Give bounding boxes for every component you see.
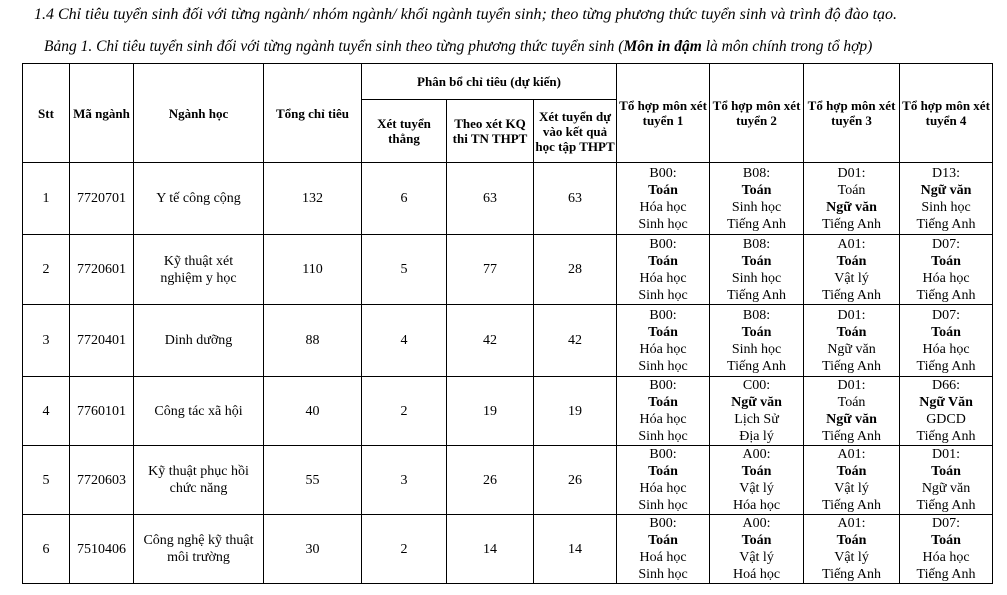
combo-subject: Ngữ văn bbox=[731, 395, 782, 410]
caption-prefix: Bảng 1. Chỉ tiêu tuyển sinh đối với từng ngành tuyển sinh theo từng phương thức tuyển sinh ( bbox=[44, 38, 624, 55]
cell-ma-nganh: 7720603 bbox=[70, 446, 134, 515]
cell-to-hop-1 bbox=[617, 235, 710, 305]
combo-subject: Tiếng Anh bbox=[916, 498, 976, 513]
cell-tong-chi-tieu: 132 bbox=[264, 163, 362, 235]
combo-subject: Ngữ văn bbox=[826, 199, 877, 215]
combo-subject: Toán bbox=[648, 182, 678, 198]
cell-to-hop-2 bbox=[710, 235, 804, 305]
combo-subject: Toán bbox=[837, 395, 866, 410]
table-row bbox=[23, 515, 993, 584]
cell-ma-nganh: 7720401 bbox=[70, 305, 134, 377]
cell-xet-tuyen-thang: 3 bbox=[362, 446, 447, 515]
combo-subject: Tiếng Anh bbox=[822, 358, 882, 374]
combo-subject: Toán bbox=[931, 253, 961, 269]
combo-code: D01: bbox=[837, 307, 866, 323]
cell-nganh-hoc: Y tế công cộng bbox=[134, 163, 264, 235]
header-xet-tuyen-hoc-tap: Xét tuyển dự vào kết quả học tập THPT bbox=[534, 100, 617, 163]
cell-theo-xet-kq: 19 bbox=[447, 377, 534, 446]
combo-subject: Tiếng Anh bbox=[916, 216, 976, 232]
combo-subject: Tiếng Anh bbox=[916, 567, 976, 582]
combo-subject: Toán bbox=[648, 395, 678, 410]
cell-to-hop-4 bbox=[900, 163, 993, 235]
combo-subject: Hóa học bbox=[922, 270, 970, 286]
cell-to-hop-3 bbox=[804, 377, 900, 446]
combo-subject: Toán bbox=[741, 533, 772, 548]
header-nganh-hoc: Ngành học bbox=[134, 64, 264, 163]
cell-xet-tuyen-thang: 2 bbox=[362, 377, 447, 446]
header-ma-nganh: Mã ngành bbox=[70, 64, 134, 163]
caption-suffix: là môn chính trong tổ hợp) bbox=[701, 38, 873, 55]
cell-to-hop-2 bbox=[710, 163, 804, 235]
header-tong-chi-tieu: Tổng chỉ tiêu bbox=[264, 64, 362, 163]
combo-subject: Hóa học bbox=[922, 341, 970, 357]
combo-subject: Toán bbox=[836, 533, 867, 548]
combo-code: D07: bbox=[932, 236, 961, 252]
combo-subject: Sinh học bbox=[638, 498, 688, 513]
cell-stt: 2 bbox=[23, 235, 70, 305]
cell-theo-xet-kq: 42 bbox=[447, 305, 534, 377]
cell-nganh-hoc: Công tác xã hội bbox=[134, 377, 264, 446]
header-to-hop-2: Tổ hợp môn xét tuyển 2 bbox=[710, 64, 804, 163]
combo-subject: Ngữ văn bbox=[921, 481, 971, 496]
combo-subject: Hóa học bbox=[733, 498, 781, 513]
combo-subject: Sinh học bbox=[638, 216, 688, 232]
combo-subject: GDCD bbox=[926, 412, 966, 427]
combo-code: D13: bbox=[932, 165, 961, 181]
combo-subject: Ngữ văn bbox=[827, 341, 876, 357]
header-to-hop-4: Tổ hợp môn xét tuyển 4 bbox=[900, 64, 993, 163]
combo-subject: Toán bbox=[836, 324, 867, 340]
header-to-hop-1: Tổ hợp môn xét tuyển 1 bbox=[617, 64, 710, 163]
combo-code: D66: bbox=[932, 378, 961, 393]
combo-subject: Hóa học bbox=[922, 550, 970, 565]
cell-to-hop-4 bbox=[900, 446, 993, 515]
combo-subject: Tiếng Anh bbox=[916, 429, 976, 444]
cell-to-hop-4 bbox=[900, 515, 993, 584]
combo-subject: Tiếng Anh bbox=[822, 498, 882, 513]
cell-nganh-hoc: Kỹ thuật xét nghiệm y học bbox=[134, 235, 264, 305]
combo-subject: Hóa học bbox=[639, 341, 687, 357]
combo-code: B00: bbox=[649, 447, 677, 462]
combo-subject: Toán bbox=[741, 182, 772, 198]
cell-stt: 4 bbox=[23, 377, 70, 446]
cell-tong-chi-tieu: 30 bbox=[264, 515, 362, 584]
combo-code: B00: bbox=[649, 307, 677, 323]
table-row bbox=[23, 377, 993, 446]
combo-code: D07: bbox=[932, 307, 961, 323]
cell-to-hop-2 bbox=[710, 377, 804, 446]
combo-subject: Toán bbox=[931, 533, 961, 548]
cell-tong-chi-tieu: 88 bbox=[264, 305, 362, 377]
combo-subject: Vật lý bbox=[834, 270, 869, 286]
combo-subject: Hóa học bbox=[639, 270, 687, 286]
cell-to-hop-3 bbox=[804, 305, 900, 377]
combo-code: B08: bbox=[742, 236, 771, 252]
combo-code: B00: bbox=[649, 165, 677, 181]
combo-subject: Tiếng Anh bbox=[916, 358, 976, 374]
cell-to-hop-2 bbox=[710, 305, 804, 377]
combo-subject: Tiếng Anh bbox=[822, 567, 882, 582]
combo-code: A00: bbox=[742, 447, 771, 462]
combo-code: B08: bbox=[742, 307, 771, 323]
combo-code: A00: bbox=[742, 516, 771, 531]
combo-subject: Toán bbox=[741, 253, 772, 269]
cell-xet-tuyen-thang: 4 bbox=[362, 305, 447, 377]
table-row bbox=[23, 163, 993, 235]
cell-xet-tuyen-thang: 6 bbox=[362, 163, 447, 235]
combo-subject: Toán bbox=[648, 253, 678, 269]
combo-subject: Tiếng Anh bbox=[727, 287, 787, 303]
cell-nganh-hoc: Dinh dưỡng bbox=[134, 305, 264, 377]
combo-code: B00: bbox=[649, 236, 677, 252]
cell-stt: 5 bbox=[23, 446, 70, 515]
combo-code: D01: bbox=[932, 447, 961, 462]
combo-subject: Tiếng Anh bbox=[727, 358, 787, 374]
cell-tong-chi-tieu: 110 bbox=[264, 235, 362, 305]
combo-subject: Toán bbox=[741, 324, 772, 340]
cell-to-hop-4 bbox=[900, 235, 993, 305]
combo-subject: Tiếng Anh bbox=[916, 287, 976, 303]
combo-subject: Toán bbox=[931, 324, 961, 340]
combo-subject: Vật lý bbox=[834, 481, 869, 496]
combo-subject: Vật lý bbox=[834, 550, 869, 565]
combo-subject: Tiếng Anh bbox=[727, 216, 787, 232]
combo-code: B00: bbox=[649, 378, 677, 393]
combo-subject: Hóa học bbox=[639, 199, 687, 215]
cell-ma-nganh: 7760101 bbox=[70, 377, 134, 446]
combo-code: A01: bbox=[837, 447, 866, 462]
cell-to-hop-2 bbox=[710, 446, 804, 515]
cell-xet-tuyen-hoc-tap: 19 bbox=[534, 377, 617, 446]
combo-subject: Vật lý bbox=[739, 481, 774, 496]
cell-xet-tuyen-hoc-tap: 63 bbox=[534, 163, 617, 235]
combo-subject: Vật lý bbox=[739, 550, 774, 565]
combo-subject: Ngữ văn bbox=[920, 182, 972, 198]
cell-to-hop-1 bbox=[617, 163, 710, 235]
combo-subject: Toán bbox=[648, 533, 678, 548]
cell-ma-nganh: 7720701 bbox=[70, 163, 134, 235]
header-theo-xet-kq: Theo xét KQ thi TN THPT bbox=[447, 100, 534, 163]
combo-subject: Tiếng Anh bbox=[822, 429, 882, 444]
cell-to-hop-1 bbox=[617, 377, 710, 446]
combo-code: D01: bbox=[837, 165, 866, 181]
combo-subject: Sinh học bbox=[921, 199, 971, 215]
combo-subject: Ngữ văn bbox=[826, 412, 877, 427]
combo-subject: Địa lý bbox=[739, 429, 774, 444]
cell-theo-xet-kq: 26 bbox=[447, 446, 534, 515]
combo-subject: Toán bbox=[837, 182, 866, 198]
cell-to-hop-3 bbox=[804, 515, 900, 584]
section-heading: 1.4 Chỉ tiêu tuyển sinh đối với từng ngành/ nhóm ngành/ khối ngành tuyển sinh; theo từng phương thức tuyển sinh và trình độ đào tạo. bbox=[34, 6, 898, 23]
header-to-hop-3: Tổ hợp môn xét tuyển 3 bbox=[804, 64, 900, 163]
combo-subject: Tiếng Anh bbox=[822, 216, 882, 232]
cell-to-hop-2 bbox=[710, 515, 804, 584]
admission-quota-table bbox=[22, 63, 993, 584]
cell-nganh-hoc: Kỹ thuật phục hồi chức năng bbox=[134, 446, 264, 515]
table-row bbox=[23, 235, 993, 305]
table-caption bbox=[44, 38, 872, 56]
table-row bbox=[23, 305, 993, 377]
table-row bbox=[23, 446, 993, 515]
combo-subject: Tiếng Anh bbox=[822, 287, 882, 303]
cell-to-hop-1 bbox=[617, 515, 710, 584]
combo-code: B00: bbox=[649, 516, 677, 531]
combo-code: D07: bbox=[932, 516, 961, 531]
combo-subject: Hoá học bbox=[733, 567, 781, 582]
cell-xet-tuyen-thang: 2 bbox=[362, 515, 447, 584]
cell-to-hop-3 bbox=[804, 163, 900, 235]
cell-tong-chi-tieu: 55 bbox=[264, 446, 362, 515]
header-phan-bo: Phân bổ chỉ tiêu (dự kiến) bbox=[362, 64, 617, 100]
cell-ma-nganh: 7510406 bbox=[70, 515, 134, 584]
combo-subject: Sinh học bbox=[638, 567, 688, 582]
cell-to-hop-4 bbox=[900, 377, 993, 446]
combo-code: C00: bbox=[742, 378, 771, 393]
header-xet-tuyen-thang: Xét tuyển thẳng bbox=[362, 100, 447, 163]
combo-subject: Lịch Sử bbox=[734, 412, 779, 427]
combo-code: D01: bbox=[837, 378, 866, 393]
combo-subject: Sinh học bbox=[731, 341, 782, 357]
combo-subject: Sinh học bbox=[731, 270, 782, 286]
combo-subject: Toán bbox=[836, 464, 867, 479]
combo-subject: Toán bbox=[648, 324, 678, 340]
combo-subject: Hoá học bbox=[639, 550, 687, 565]
combo-subject: Sinh học bbox=[638, 358, 688, 374]
combo-code: A01: bbox=[837, 516, 866, 531]
cell-to-hop-3 bbox=[804, 235, 900, 305]
cell-xet-tuyen-hoc-tap: 28 bbox=[534, 235, 617, 305]
cell-theo-xet-kq: 63 bbox=[447, 163, 534, 235]
cell-to-hop-1 bbox=[617, 305, 710, 377]
cell-theo-xet-kq: 77 bbox=[447, 235, 534, 305]
combo-subject: Toán bbox=[836, 253, 867, 269]
combo-subject: Sinh học bbox=[638, 287, 688, 303]
header-stt: Stt bbox=[23, 64, 70, 163]
cell-to-hop-1 bbox=[617, 446, 710, 515]
caption-bold: Môn in đậm bbox=[623, 38, 702, 55]
combo-subject: Toán bbox=[648, 464, 678, 479]
cell-theo-xet-kq: 14 bbox=[447, 515, 534, 584]
cell-xet-tuyen-hoc-tap: 14 bbox=[534, 515, 617, 584]
cell-tong-chi-tieu: 40 bbox=[264, 377, 362, 446]
cell-nganh-hoc: Công nghệ kỹ thuật môi trường bbox=[134, 515, 264, 584]
cell-ma-nganh: 7720601 bbox=[70, 235, 134, 305]
cell-xet-tuyen-hoc-tap: 26 bbox=[534, 446, 617, 515]
table-body bbox=[23, 163, 993, 584]
combo-code: A01: bbox=[837, 236, 866, 252]
combo-subject: Sinh học bbox=[731, 199, 782, 215]
combo-subject: Hóa học bbox=[639, 412, 687, 427]
cell-xet-tuyen-hoc-tap: 42 bbox=[534, 305, 617, 377]
combo-subject: Sinh học bbox=[638, 429, 688, 444]
combo-subject: Toán bbox=[931, 464, 961, 479]
cell-stt: 6 bbox=[23, 515, 70, 584]
cell-stt: 1 bbox=[23, 163, 70, 235]
cell-stt: 3 bbox=[23, 305, 70, 377]
combo-subject: Toán bbox=[741, 464, 772, 479]
combo-subject: Hóa học bbox=[639, 481, 687, 496]
cell-to-hop-4 bbox=[900, 305, 993, 377]
combo-code: B08: bbox=[742, 165, 771, 181]
cell-to-hop-3 bbox=[804, 446, 900, 515]
combo-subject: Ngữ Văn bbox=[919, 395, 973, 410]
cell-xet-tuyen-thang: 5 bbox=[362, 235, 447, 305]
